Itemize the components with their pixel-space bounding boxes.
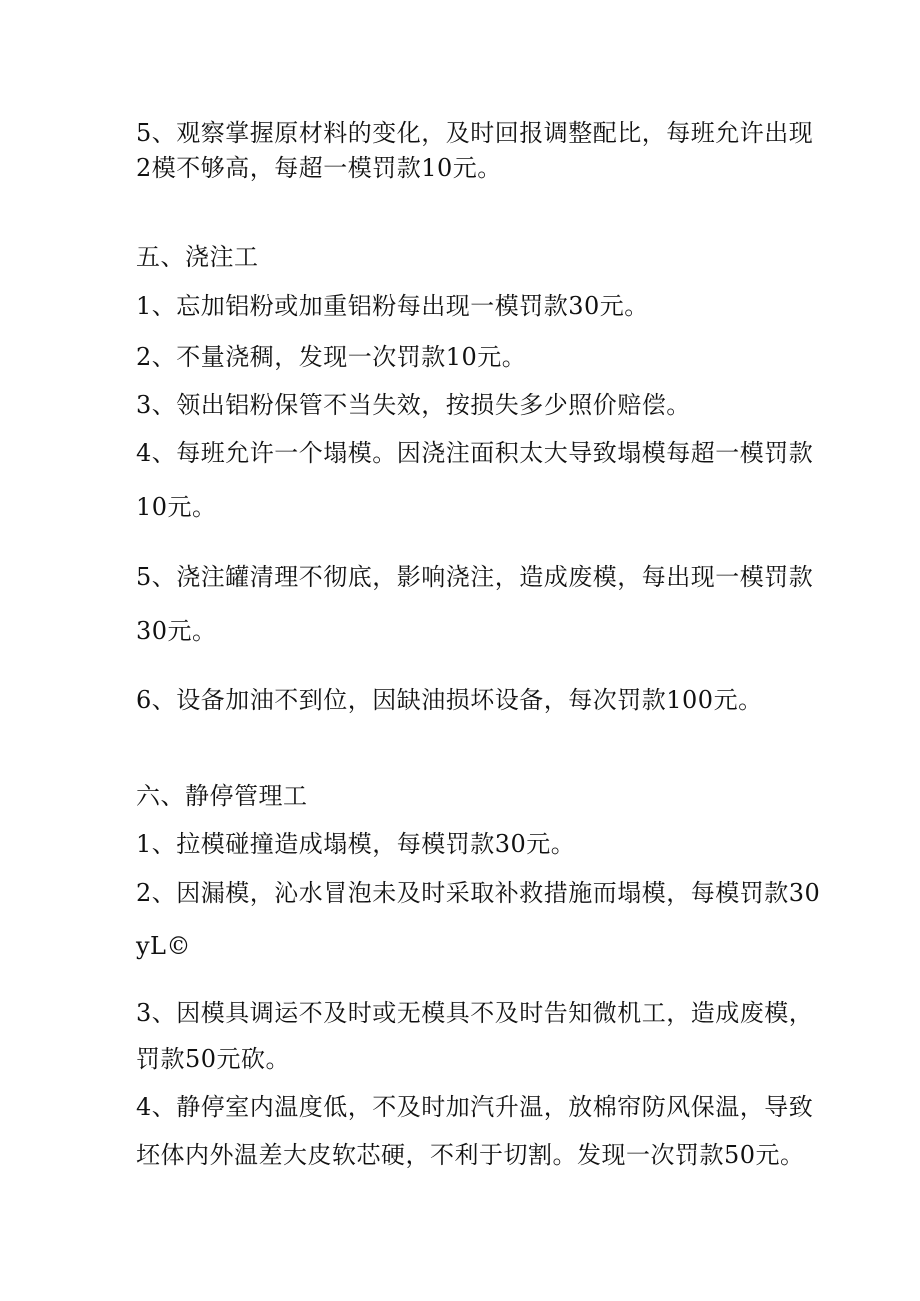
paragraph-line: 2模不够高，每超一模罚款10元。 <box>136 154 502 182</box>
paragraph-line: 5、浇注罐清理不彻底，影响浇注，造成废模，每出现一模罚款 <box>136 563 814 591</box>
paragraph-line: 4、每班允许一个塌模。因浇注面积太大导致塌模每超一模罚款 <box>136 439 814 467</box>
paragraph-line: 1、忘加铝粉或加重铝粉每出现一模罚款30元。 <box>136 292 649 320</box>
paragraph-line: 2、因漏模，沁水冒泡未及时采取补救措施而塌模，每模罚款30 <box>136 879 821 907</box>
paragraph-line: 6、设备加油不到位，因缺油损坏设备，每次罚款100元。 <box>136 686 763 714</box>
paragraph-line: 罚款50元砍。 <box>136 1045 291 1073</box>
paragraph-line: 4、静停室内温度低，不及时加汽升温，放棉帘防风保温，导致 <box>136 1093 814 1121</box>
section-heading: 五、浇注工 <box>136 243 259 271</box>
paragraph-line: 坯体内外温差大皮软芯硬，不利于切割。发现一次罚款50元。 <box>136 1141 805 1169</box>
paragraph-line: 30元。 <box>136 617 217 645</box>
paragraph-line: 2、不量浇稠，发现一次罚款10元。 <box>136 343 527 371</box>
paragraph-line: 10元。 <box>136 493 217 521</box>
paragraph-line: 1、拉模碰撞造成塌模，每模罚款30元。 <box>136 830 576 858</box>
paragraph-line: 3、领出铝粉保管不当失效，按损失多少照价赔偿。 <box>136 391 691 419</box>
paragraph-line: 5、观察掌握原材料的变化，及时回报调整配比，每班允许出现 <box>136 119 814 147</box>
section-heading: 六、静停管理工 <box>136 782 308 810</box>
paragraph-line: 3、因模具调运不及时或无模具不及时告知微机工，造成废模， <box>136 999 814 1027</box>
paragraph-line: yL© <box>136 932 191 960</box>
